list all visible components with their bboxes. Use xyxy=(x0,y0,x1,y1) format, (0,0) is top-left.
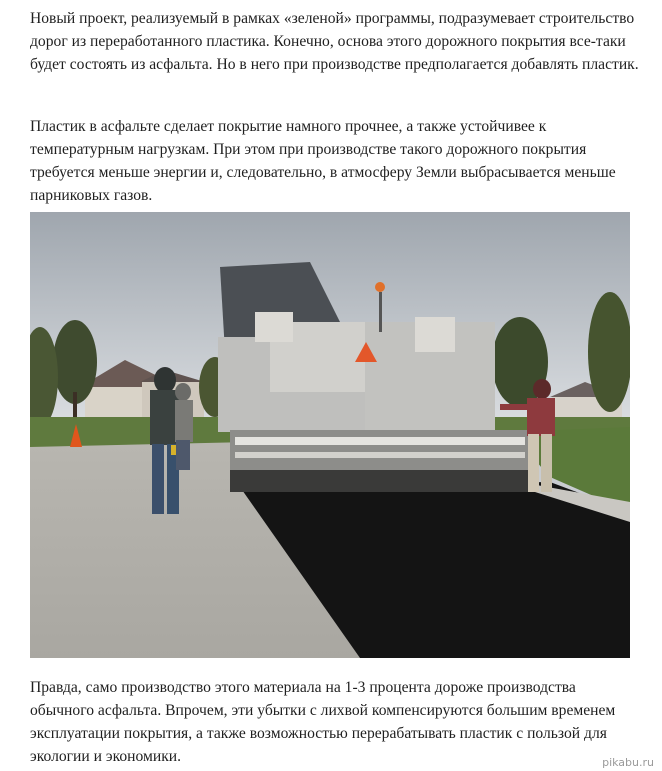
paragraph-intro: Новый проект, реализуемый в рамках «зеленой» программы, подразумевает строительство дорог из переработанного пластика. Конечно, основа этого дорожного покрытия все-таки будет состоять из асфальта. Но в него при производстве предполагается добавлять пластик. xyxy=(30,10,639,73)
paragraph-cost: Правда, само производство этого материала на 1-3 процента дороже производства обычного асфальта. Впрочем, эти убытки с лихвой компенсируются большим временем эксплуатации покрытия, а также возможностью перерабатывать пластик с пользой для экологии и экономики. xyxy=(30,679,616,765)
asphalt-paver-photo xyxy=(30,212,630,658)
watermark: pikabu.ru xyxy=(602,756,654,769)
paragraph-benefits: Пластик в асфальте сделает покрытие намного прочнее, а также устойчивее к температурным нагрузкам. При этом при производстве такого дорожного покрытия требуется меньше энергии и, следовательно, в атмосферу Земли выбрасывается меньше парниковых газов. xyxy=(30,118,616,204)
